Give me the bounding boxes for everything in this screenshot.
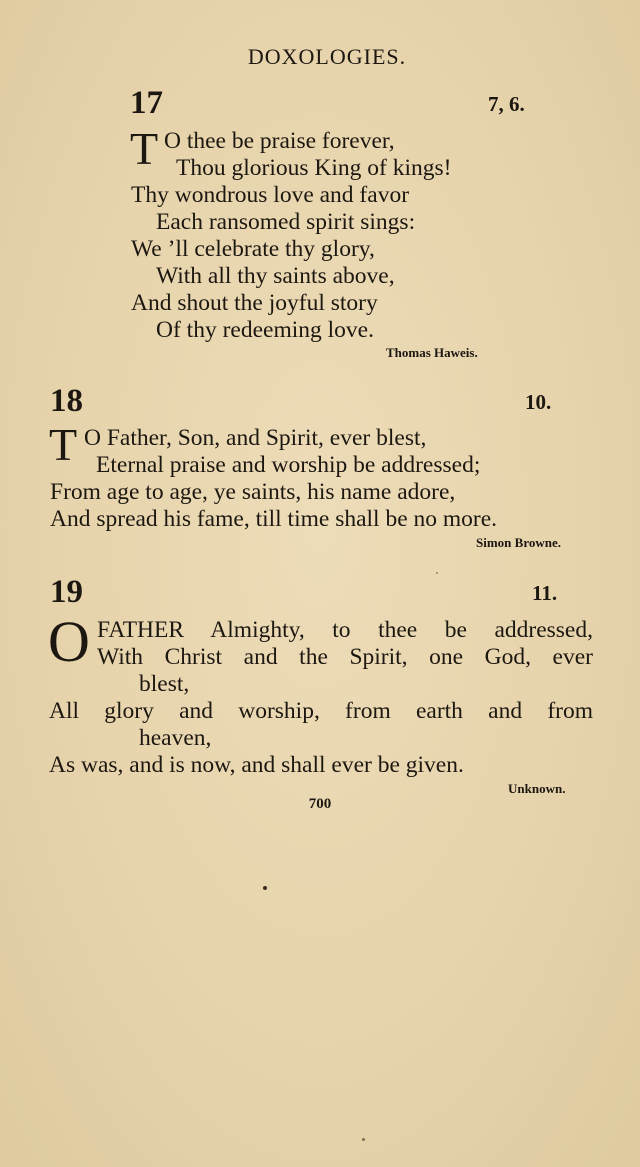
hymn-meter: 7, 6. — [488, 92, 525, 116]
drop-cap: O — [48, 609, 90, 674]
hymn-author: Simon Browne. — [476, 535, 561, 550]
paper-speck — [263, 886, 267, 890]
hymn-meter: 10. — [525, 390, 552, 414]
hymn-number: 19 — [50, 574, 83, 610]
drop-cap: T — [130, 123, 159, 174]
verse-line: With all thy saints above, — [156, 263, 395, 289]
verse-line: FATHER Almighty, to thee be addressed, — [97, 617, 593, 643]
hymn-meter: 11. — [532, 581, 558, 605]
hymn-author: Thomas Haweis. — [386, 345, 478, 360]
verse-line: Thy wondrous love and favor — [131, 182, 410, 208]
drop-cap: T — [49, 419, 78, 470]
verse-line: From age to age, ye saints, his name adore, — [50, 479, 456, 505]
hymn-number: 17 — [130, 85, 163, 121]
hymn-author: Unknown. — [508, 781, 566, 796]
verse-line: We ’ll celebrate thy glory, — [131, 236, 375, 262]
verse-line: All glory and worship, from earth and from — [49, 698, 593, 724]
running-head: DOXOLOGIES. — [247, 44, 407, 69]
verse-line: As was, and is now, and shall ever be given. — [49, 752, 464, 778]
paper-speck — [362, 1138, 365, 1141]
verse-line: Each ransomed spirit sings: — [156, 209, 416, 235]
verse-line: And shout the joyful story — [131, 290, 378, 316]
verse-line: And spread his fame, till time shall be no more. — [50, 506, 498, 532]
verse-line: blest, — [139, 671, 190, 697]
verse-line: O thee be praise forever, — [164, 128, 395, 154]
verse-line: heaven, — [139, 725, 212, 751]
verse-line: O Father, Son, and Spirit, ever blest, — [84, 425, 427, 451]
paper-speck — [436, 572, 438, 574]
verse-line: Of thy redeeming love. — [156, 317, 374, 343]
verse-line: Thou glorious King of kings! — [176, 155, 452, 181]
hymn-number: 18 — [50, 383, 83, 419]
page-number: 700 — [308, 796, 332, 812]
verse-line: With Christ and the Spirit, one God, ever — [97, 644, 593, 670]
verse-line: Eternal praise and worship be addressed; — [96, 452, 481, 478]
